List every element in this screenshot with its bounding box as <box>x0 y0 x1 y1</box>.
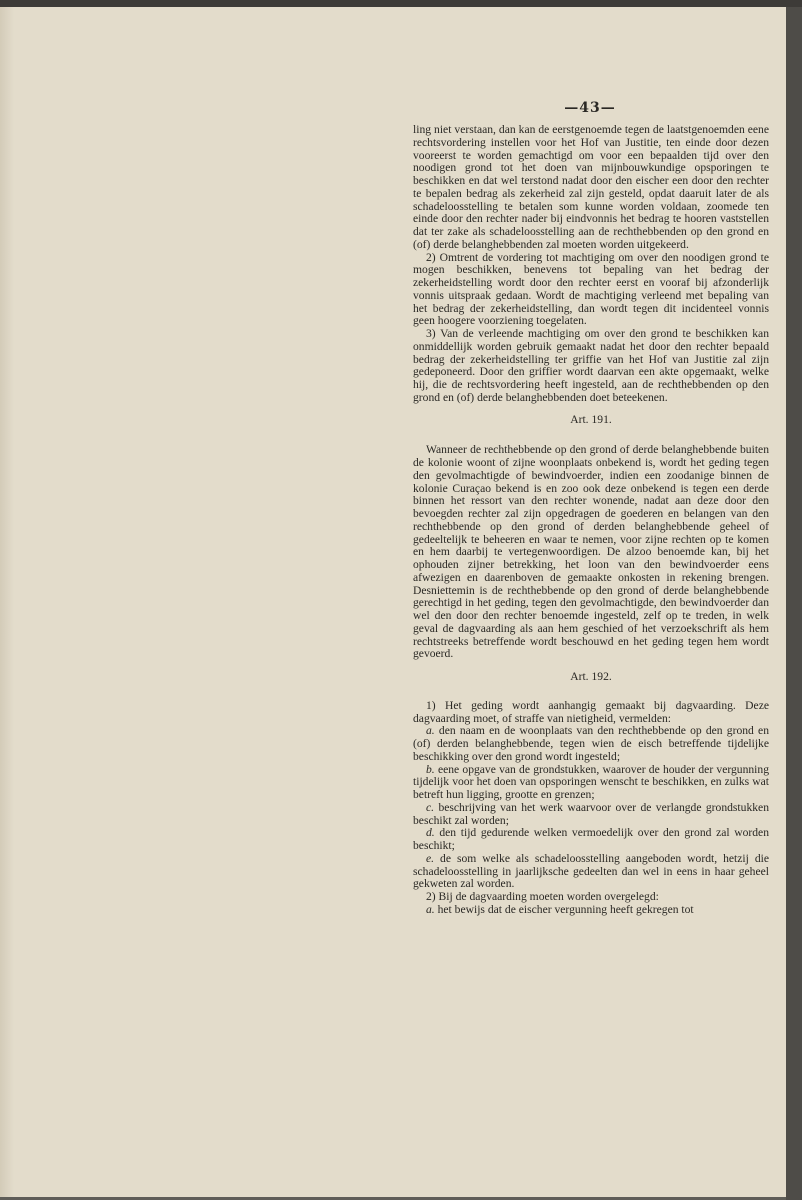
article-191-text: Wanneer de rechthebbende op den grond of derde belanghebbende buiten de kolonie woont of zijne woonplaats onbekend is, wordt het geding tegen den gevolmachtigde of bewindvoerder, indien een zoodanige binnen de kolonie Curaçao bekend is en zoo ook deze onbekend is tegen een derde binnen het ressort van den rechter wonende, nadat aan deze door den bevoegden rechter zal zijn opgedragen de goederen en belangen van den rechthebbende op den grond of derden belanghebbende geheel of gedeeltelijk te beheeren en waar te nemen, voor zijne rechten op te komen en hem daarbij te vertegenwoordigen. De alzoo benoemde kan, bij het ophouden zijner betrekking, het loon van den bewindvoerder eens afwezigen en daarenboven de gemaakte onkosten in rekening brengen. Desniettemin is de rechthebbende op den grond of derde belanghebbende gerechtigd in het geding, tegen den gevolmachtigde, den bewindvoerder dan wel den door den rechter benoemde ingesteld, zelf op te treden, in welk geval de dagvaarding als aan hem geschied of het verzoekschrift als hem rechtstreeks betreffende wordt beschouwd en het geding tegen hem wordt gevoerd. <box>413 443 769 661</box>
list-item <box>413 853 769 891</box>
page-edge-shadow <box>786 7 802 1200</box>
paragraph-2: 2) Omtrent de vordering tot machtiging om over den noodigen grond te mogen beschikken, benevens tot bepaling van het bedrag der zekerheidstelling wordt door den rechter eerst en vooraf bij afzonderlijk vonnis uitspraak gedaan. Wordt de machtiging verleend met bepaling van het bedrag der zekerheidstelling, dan wordt tegen dit incidenteel vonnis geen hoogere voorziening toegelaten. <box>413 250 769 328</box>
article-192-paragraph-2: 2) Bij de dagvaarding moeten worden overgelegd: <box>426 890 659 903</box>
list-item-text: den naam en de woonplaats van den rechthebbende op den grond en (of) derden belanghebbende, tegen wien de eisch betreffende tijdelijke beschikking over den grond wordt ingesteld; <box>413 724 769 763</box>
list-item-letter: e. <box>426 851 435 865</box>
article-191-heading: Art. 191. <box>570 412 612 426</box>
list-item-letter: a. <box>426 724 435 738</box>
page-fold-shadow <box>0 7 14 1197</box>
page-number: —43— <box>564 100 616 116</box>
list-item-letter: c. <box>426 800 435 814</box>
paragraph-3: 3) Van de verleende machtiging om over den grond te beschikken kan onmiddellijk worden gebruik gemaakt nadat het door den rechter bepaald bedrag der zekerheidstelling ter griffie van het Hof van Justitie zal zijn gedeponeerd. Door den griffier wordt daarvan een akte opgemaakt, welke hij, die de rechtsvordering heeft ingesteld, aan de rechthebbenden op den grond en (of) derde belanghebbenden doet beteekenen. <box>413 327 769 404</box>
list-item <box>413 827 769 853</box>
document-body <box>413 124 769 917</box>
list-item-text: beschrijving van het werk waarvoor over de verlangde grondstukken beschikt zal worden; <box>413 800 769 827</box>
top-edge <box>0 0 802 7</box>
list-item <box>413 764 769 802</box>
list-item <box>413 802 769 828</box>
list-item-letter: b. <box>426 762 435 776</box>
article-192-heading: Art. 192. <box>570 670 612 683</box>
article-192-paragraph-1: 1) Het geding wordt aanhangig gemaakt bij dagvaarding. Deze dagvaarding moet, of straffe van nietigheid, vermelden: <box>413 698 769 725</box>
list-item-text: den tijd gedurende welken vermoedelijk over den grond zal worden beschikt; <box>413 826 769 852</box>
list-item <box>413 904 769 917</box>
list-item-text: de som welke als schadeloosstelling aangeboden wordt, hetzij die schadeloosstelling in jaarlijksche gedeelten dan wel in eens in haar geheel gekweten zal worden. <box>413 851 769 891</box>
list-item-text: het bewijs dat de eischer vergunning heeft gekregen tot <box>437 902 694 916</box>
list-item-letter: d. <box>426 826 435 840</box>
paragraph-continuation: ling niet verstaan, dan kan de eerstgenoemde tegen de laatstgenoemden eene rechtsvordering instellen voor het Hof van Justitie, ten einde door dezen vooreerst te worden gemachtigd om voor een bepaalden tijd over den noodigen grond tot het doen van mijnbouwkundige opsporingen te beschikken en dat wel terstond nadat door den eischer een door den rechter te bepalen bedrag als zekerheid zal zijn gesteld, opdat daaruit later de als schadeloosstelling te betalen som kunne worden voldaan, zoomede ten einde door den rechter nader bij eindvonnis het bedrag te hooren vaststellen dat ter zake als schadeloosstelling aan de rechthebbenden op den grond en (of) derde belanghebbenden zal moeten worden uitgekeerd. <box>413 123 769 251</box>
list-item <box>413 725 769 763</box>
list-item-letter: a. <box>426 902 435 916</box>
list-item-text: eene opgave van de grondstukken, waarover de houder der vergunning tijdelijk voor het doen van opsporingen wenscht te beschikken, en zulks wat betreft hun ligging, grootte en grenzen; <box>413 762 769 801</box>
